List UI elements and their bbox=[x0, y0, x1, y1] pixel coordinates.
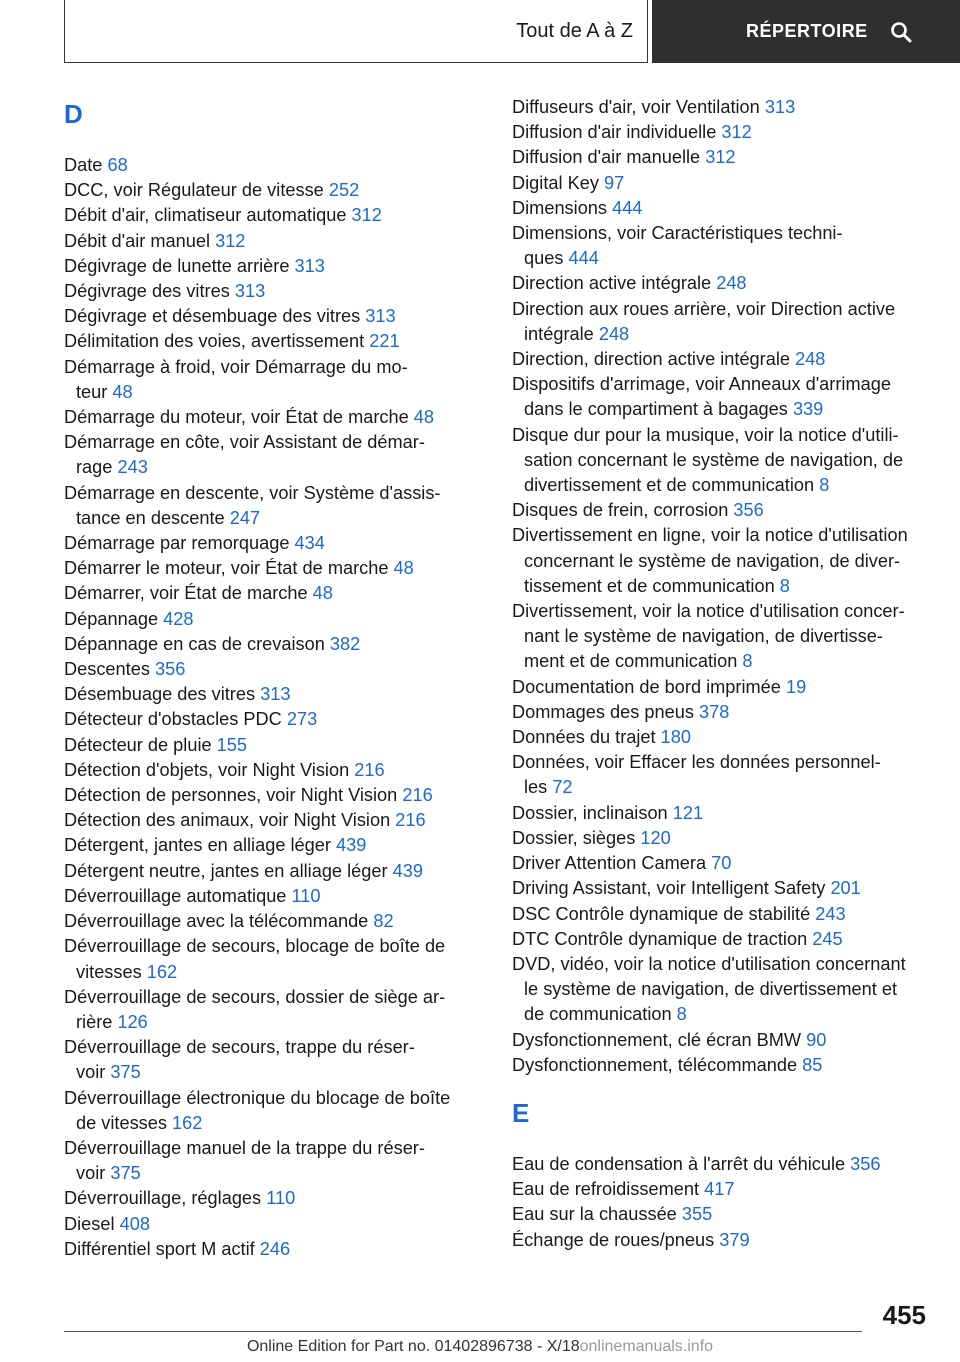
index-entry bbox=[64, 783, 474, 808]
index-entry-text: Démarrer, voir État de marche bbox=[64, 583, 313, 604]
index-entry-text: Eau de refroidissement bbox=[512, 1179, 705, 1200]
index-entry bbox=[64, 405, 474, 430]
page-reference-link[interactable]: 439 bbox=[335, 835, 367, 856]
index-entry-text: Dysfonctionnement, clé écran BMW bbox=[512, 1029, 807, 1050]
index-entry-text: Documentation de bord imprimée bbox=[512, 676, 786, 697]
index-entry bbox=[64, 607, 474, 632]
index-entry-text: Diffusion d'air manuelle bbox=[512, 147, 706, 168]
index-entry bbox=[512, 700, 932, 725]
page-reference-link[interactable]: 121 bbox=[672, 802, 704, 823]
page-reference-link[interactable]: 434 bbox=[294, 533, 325, 554]
page-reference-link[interactable]: 375 bbox=[110, 1062, 141, 1083]
page-reference-link[interactable]: 216 bbox=[402, 785, 433, 806]
index-entry-text: Dépannage bbox=[64, 608, 164, 629]
page-reference-link[interactable]: 162 bbox=[146, 961, 178, 982]
page-reference-link[interactable]: 8 bbox=[819, 475, 830, 496]
footer bbox=[0, 1338, 960, 1356]
index-entry bbox=[64, 481, 474, 531]
page-reference-link[interactable]: 247 bbox=[229, 507, 261, 528]
index-entry bbox=[64, 153, 474, 178]
page-reference-link[interactable]: 439 bbox=[392, 860, 423, 881]
index-entry-text: Eau de condensation à l'arrêt du véhicule bbox=[512, 1153, 851, 1174]
page-reference-link[interactable]: 110 bbox=[266, 1188, 296, 1209]
page-reference-link[interactable]: 8 bbox=[742, 651, 753, 672]
index-entry bbox=[512, 801, 932, 826]
index-entry-text: Disques de frein, corrosion bbox=[512, 500, 734, 521]
page-reference-link[interactable]: 48 bbox=[413, 407, 434, 428]
index-entry bbox=[64, 909, 474, 934]
page-reference-link[interactable]: 48 bbox=[112, 381, 133, 402]
index-entry bbox=[512, 750, 932, 800]
index-list-d bbox=[64, 153, 474, 1262]
index-entry-text: Dimensions, voir Caractéristiques techni- ques bbox=[512, 223, 843, 269]
index-entry-text: Débit d'air manuel bbox=[64, 230, 216, 251]
index-list-e bbox=[512, 1152, 932, 1253]
footer-edition-text: Online Edition for Part no. 01402896738 - X/18 bbox=[246, 1338, 580, 1355]
index-entry bbox=[64, 657, 474, 682]
index-entry-text: Détecteur d'obstacles PDC bbox=[64, 709, 287, 730]
search-icon bbox=[890, 21, 912, 43]
page-reference-link[interactable]: 444 bbox=[612, 197, 643, 218]
index-entry bbox=[64, 355, 474, 405]
page-reference-link[interactable]: 248 bbox=[716, 273, 747, 294]
page-reference-link[interactable]: 68 bbox=[107, 155, 128, 175]
page-reference-link[interactable]: 312 bbox=[721, 122, 752, 143]
index-entry bbox=[64, 1237, 474, 1262]
index-entry-text: Date bbox=[64, 155, 108, 175]
index-entry bbox=[64, 581, 474, 606]
page-reference-link[interactable]: 355 bbox=[681, 1204, 713, 1225]
page-reference-link[interactable]: 90 bbox=[806, 1029, 827, 1050]
page-reference-link[interactable]: 339 bbox=[792, 399, 824, 420]
page-reference-link[interactable]: 312 bbox=[351, 205, 382, 226]
index-entry bbox=[64, 884, 474, 909]
index-entry-text: Déverrouillage automatique bbox=[64, 885, 292, 906]
tab-a-to-z[interactable]: Tout de A à Z bbox=[64, 0, 648, 63]
index-entry bbox=[512, 952, 932, 1028]
index-entry bbox=[512, 523, 932, 599]
index-entry-text: Eau sur la chaussée bbox=[512, 1204, 682, 1225]
index-entry-text: Différentiel sport M actif bbox=[64, 1238, 260, 1259]
index-entry bbox=[512, 1228, 932, 1253]
index-entry-text: Échange de roues/pneus bbox=[512, 1229, 720, 1250]
index-entry-text: Déverrouillage de secours, trappe du réser- voir bbox=[64, 1037, 415, 1083]
page-reference-link[interactable]: 379 bbox=[719, 1229, 750, 1250]
index-entry bbox=[512, 171, 932, 196]
index-entry bbox=[512, 221, 932, 271]
index-entry bbox=[512, 1202, 932, 1227]
index-entry bbox=[64, 1136, 474, 1186]
index-entry bbox=[64, 1212, 474, 1237]
index-entry bbox=[64, 279, 474, 304]
index-entry-text: Données du trajet bbox=[512, 727, 661, 748]
page-reference-link[interactable]: 70 bbox=[711, 853, 732, 874]
page-reference-link[interactable]: 248 bbox=[598, 323, 630, 344]
index-entry-text: Débit d'air, climatiseur automatique bbox=[64, 205, 352, 226]
index-entry bbox=[64, 1186, 474, 1211]
index-entry-text: Dégivrage et désembuage des vitres bbox=[64, 306, 366, 327]
page-reference-link[interactable]: 221 bbox=[369, 331, 400, 352]
page-reference-link[interactable]: 110 bbox=[291, 885, 321, 906]
page-reference-link[interactable]: 216 bbox=[395, 810, 426, 831]
index-entry-text: Déverrouillage manuel de la trappe du réser- voir bbox=[64, 1137, 425, 1184]
index-entry-text: DSC Contrôle dynamique de stabilité bbox=[512, 903, 816, 924]
index-entry bbox=[64, 329, 474, 354]
page-reference-link[interactable]: 356 bbox=[733, 500, 764, 521]
index-entry-text: Dépannage en cas de crevaison bbox=[64, 633, 330, 654]
index-entry-text: Direction active intégrale bbox=[512, 273, 717, 294]
index-entry-text: Démarrage à froid, voir Démarrage du mo- teur bbox=[64, 356, 408, 402]
top-navigation bbox=[64, 0, 960, 65]
index-entry bbox=[64, 430, 474, 480]
tab-repertoire-label: RÉPERTOIRE bbox=[746, 21, 868, 41]
page-reference-link[interactable]: 243 bbox=[117, 457, 148, 478]
index-entry bbox=[512, 120, 932, 145]
section-letter-e: E bbox=[512, 1097, 530, 1128]
page-reference-link[interactable]: 97 bbox=[604, 172, 625, 193]
index-entry-text: Direction, direction active intégrale bbox=[512, 349, 796, 370]
page-reference-link[interactable]: 252 bbox=[328, 180, 360, 201]
page-reference-link[interactable]: 313 bbox=[365, 306, 396, 327]
index-entry bbox=[64, 733, 474, 758]
index-entry bbox=[64, 758, 474, 783]
index-entry-text: Descentes bbox=[64, 659, 155, 680]
index-entry bbox=[64, 1086, 474, 1136]
index-entry bbox=[512, 297, 932, 347]
footer-divider bbox=[64, 1331, 862, 1332]
page-reference-link[interactable]: 248 bbox=[795, 349, 826, 370]
page-reference-link[interactable]: 312 bbox=[215, 230, 246, 251]
index-entry bbox=[512, 498, 932, 523]
index-entry bbox=[512, 145, 932, 170]
index-entry bbox=[512, 675, 932, 700]
page-number: 455 bbox=[882, 1300, 926, 1330]
page-reference-link[interactable]: 82 bbox=[373, 911, 394, 932]
tab-repertoire[interactable] bbox=[652, 0, 960, 63]
index-entry bbox=[512, 927, 932, 952]
page-reference-link[interactable]: 245 bbox=[812, 928, 843, 949]
page-reference-link[interactable]: 126 bbox=[117, 1011, 148, 1032]
page-reference-link[interactable]: 246 bbox=[259, 1238, 291, 1259]
index-entry-text: Disque dur pour la musique, voir la notice d'utili- sation concernant le système de navigation, de divertissement et de communication bbox=[512, 424, 904, 496]
index-entry-text: Détergent neutre, jantes en alliage léger bbox=[64, 860, 393, 881]
index-entry bbox=[64, 254, 474, 279]
index-entry-text: Détergent, jantes en alliage léger bbox=[64, 835, 336, 856]
page-reference-link[interactable]: 8 bbox=[779, 575, 790, 596]
index-entry bbox=[64, 985, 474, 1035]
page-reference-link[interactable]: 313 bbox=[294, 255, 325, 276]
index-entry bbox=[512, 725, 932, 750]
index-column-left bbox=[64, 95, 474, 1262]
page-reference-link[interactable]: 162 bbox=[172, 1112, 203, 1133]
index-entry bbox=[512, 372, 932, 422]
index-entry-text: Détecteur de pluie bbox=[64, 734, 217, 755]
page-reference-link[interactable]: 120 bbox=[640, 827, 671, 848]
index-entry-text: Déverrouillage de secours, dossier de siège ar- rière bbox=[64, 986, 446, 1032]
index-entry-text: Démarrage du moteur, voir État de marche bbox=[64, 407, 414, 428]
page-reference-link[interactable]: 356 bbox=[850, 1153, 881, 1174]
index-entry bbox=[64, 934, 474, 984]
page-reference-link[interactable]: 273 bbox=[286, 709, 318, 730]
page-reference-link[interactable]: 356 bbox=[154, 659, 186, 680]
index-entry-text: Dysfonctionnement, télécommande bbox=[512, 1054, 803, 1075]
page-reference-link[interactable]: 85 bbox=[802, 1054, 823, 1075]
index-entry bbox=[64, 178, 474, 203]
index-entry-text: Diesel bbox=[64, 1213, 120, 1234]
index-entry-text: Divertissement, voir la notice d'utilisation concer- nant le système de navigation, de divertisse- ment et de communication bbox=[512, 601, 905, 672]
page-reference-link[interactable]: 313 bbox=[260, 684, 291, 705]
page-reference-link[interactable]: 444 bbox=[568, 248, 599, 269]
index-entry bbox=[64, 229, 474, 254]
index-entry-text: Diffusion d'air individuelle bbox=[512, 122, 722, 143]
index-entry-text: DCC, voir Régulateur de vitesse bbox=[64, 180, 329, 201]
index-entry-text: Données, voir Effacer les données personnel- les bbox=[512, 752, 881, 798]
index-entry-text: Démarrage par remorquage bbox=[64, 533, 295, 554]
page-reference-link[interactable]: 243 bbox=[815, 903, 846, 924]
index-entry-text: DTC Contrôle dynamique de traction bbox=[512, 928, 813, 949]
index-entry-text: Digital Key bbox=[512, 172, 604, 193]
index-entry bbox=[512, 902, 932, 927]
index-entry bbox=[512, 95, 932, 120]
index-entry-text: Divertissement en ligne, voir la notice d'utilisation concernant le système de navigation, de diver- tissement et de communication bbox=[512, 525, 908, 596]
index-entry-text: Dégivrage de lunette arrière bbox=[64, 255, 295, 276]
index-entry bbox=[512, 271, 932, 296]
index-entry bbox=[512, 1152, 932, 1177]
index-entry-text: Dossier, sièges bbox=[512, 827, 641, 848]
index-entry-text: Dégivrage des vitres bbox=[64, 281, 235, 302]
index-entry bbox=[512, 1177, 932, 1202]
watermark-text: onlinemanuals.info bbox=[579, 1338, 714, 1355]
index-entry-text: Démarrage en côte, voir Assistant de démar- rage bbox=[64, 432, 425, 478]
page-reference-link[interactable]: 72 bbox=[552, 777, 573, 798]
index-entry-text: DVD, vidéo, voir la notice d'utilisation concernant le système de navigation, de divertissement et de communication bbox=[512, 953, 906, 1025]
page-reference-link[interactable]: 382 bbox=[329, 633, 361, 654]
page-reference-link[interactable]: 48 bbox=[393, 558, 414, 579]
index-entry bbox=[64, 556, 474, 581]
index-entry bbox=[512, 1053, 932, 1078]
index-entry-text: Dispositifs d'arrimage, voir Anneaux d'arrimage dans le compartiment à bagages bbox=[512, 374, 891, 420]
page-reference-link[interactable]: 408 bbox=[119, 1213, 150, 1234]
index-entry bbox=[64, 833, 474, 858]
page-reference-link[interactable]: 8 bbox=[676, 1004, 687, 1025]
page-reference-link[interactable]: 313 bbox=[234, 281, 266, 302]
page-reference-link[interactable]: 312 bbox=[705, 147, 736, 168]
section-letter-d: D bbox=[64, 99, 83, 129]
index-entry-text: Dommages des pneus bbox=[512, 701, 700, 722]
index-entry bbox=[512, 599, 932, 675]
index-entry bbox=[64, 682, 474, 707]
index-entry-text: Délimitation des voies, avertissement bbox=[64, 331, 370, 352]
index-entry bbox=[64, 632, 474, 657]
page-reference-link[interactable]: 313 bbox=[764, 97, 796, 117]
index-entry bbox=[64, 203, 474, 228]
page-reference-link[interactable]: 417 bbox=[704, 1179, 735, 1200]
page-reference-link[interactable]: 201 bbox=[830, 878, 861, 899]
page-reference-link[interactable]: 155 bbox=[216, 734, 248, 755]
index-entry-text: Déverrouillage avec la télécommande bbox=[64, 911, 374, 932]
index-entry-text: Diffuseurs d'air, voir Ventilation bbox=[512, 97, 765, 117]
index-entry bbox=[512, 196, 932, 221]
index-entry bbox=[64, 1035, 474, 1085]
index-entry-text: Déverrouillage de secours, blocage de boîte de vitesses bbox=[64, 936, 446, 982]
index-entry bbox=[512, 1028, 932, 1053]
index-entry-text: Détection de personnes, voir Night Vision bbox=[64, 785, 403, 806]
page-reference-link[interactable]: 180 bbox=[660, 727, 691, 748]
page-reference-link[interactable]: 378 bbox=[699, 701, 730, 722]
index-entry-text: Détection des animaux, voir Night Vision bbox=[64, 810, 396, 831]
page-reference-link[interactable]: 48 bbox=[312, 583, 333, 604]
index-entry-text: Déverrouillage électronique du blocage de boîte de vitesses bbox=[64, 1087, 451, 1133]
page-reference-link[interactable]: 428 bbox=[163, 608, 194, 629]
page-reference-link[interactable]: 375 bbox=[110, 1163, 141, 1184]
index-list-d-continued bbox=[512, 95, 932, 1078]
page-reference-link[interactable]: 19 bbox=[785, 676, 807, 697]
index-entry bbox=[64, 531, 474, 556]
index-entry-text: Déverrouillage, réglages bbox=[64, 1188, 267, 1209]
page-reference-link[interactable]: 216 bbox=[354, 759, 385, 780]
index-entry-text: Dimensions bbox=[512, 197, 613, 218]
index-entry-text: Désembuage des vitres bbox=[64, 684, 261, 705]
index-entry bbox=[64, 859, 474, 884]
index-entry bbox=[64, 304, 474, 329]
index-column-right bbox=[512, 95, 932, 1253]
index-entry bbox=[512, 826, 932, 851]
index-entry bbox=[512, 423, 932, 499]
index-entry bbox=[512, 876, 932, 901]
index-entry-text: Dossier, inclinaison bbox=[512, 802, 673, 823]
index-entry bbox=[64, 707, 474, 732]
index-entry bbox=[512, 851, 932, 876]
index-entry bbox=[512, 347, 932, 372]
index-entry-text: Driver Attention Camera bbox=[512, 853, 712, 874]
index-entry-text: Driving Assistant, voir Intelligent Safety bbox=[512, 878, 831, 899]
index-entry-text: Démarrage en descente, voir Système d'assis- tance en descente bbox=[64, 482, 441, 528]
index-entry bbox=[64, 808, 474, 833]
index-entry-text: Direction aux roues arrière, voir Direction active intégrale bbox=[512, 298, 896, 344]
index-entry-text: Démarrer le moteur, voir État de marche bbox=[64, 558, 394, 579]
index-entry-text: Détection d'objets, voir Night Vision bbox=[64, 759, 355, 780]
